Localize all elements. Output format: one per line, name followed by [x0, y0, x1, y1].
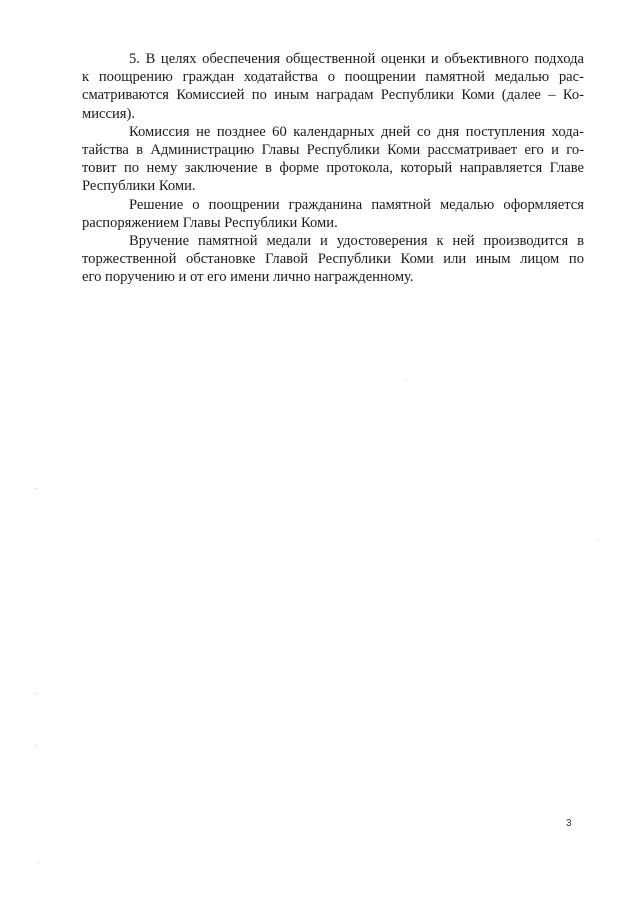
scan-speck [597, 540, 598, 541]
paragraph-commission-deadline [82, 123, 584, 196]
paragraph-award-presentation [82, 232, 584, 287]
page-number: 3 [566, 818, 572, 829]
text-line: Республики Коми. [82, 178, 196, 195]
text-line: товит по нему заключение в форме протокола, который направляется Главе [82, 160, 584, 177]
text-line: 5. В целях обеспечения общественной оценки и объективного подхода [129, 51, 584, 67]
paragraph-decision [82, 196, 584, 232]
scan-speck [36, 745, 37, 746]
document-body [82, 50, 584, 287]
text-line: его поручению и от его имени лично награжденному. [82, 269, 414, 286]
text-line: тайства в Администрацию Главы Республики Коми рассматривает его и го- [82, 142, 584, 159]
text-line: распоряжением Главы Республики Коми. [82, 214, 338, 231]
scan-speck [35, 488, 36, 489]
text-line: сматриваются Комиссией по иным наградам Республики Коми (далее – Ко- [82, 87, 584, 104]
text-line: Комиссия не позднее 60 календарных дней со дня поступления хода- [129, 123, 584, 140]
scan-speck [35, 693, 36, 694]
text-line: миссия). [82, 105, 136, 122]
scan-speck [38, 862, 39, 863]
text-line: Вручение памятной медали и удостоверения к ней производится в [129, 233, 584, 250]
scan-speck [405, 380, 406, 381]
text-line: Решение о поощрении гражданина памятной медалью оформляется [129, 196, 584, 213]
paragraph-commission-review [82, 50, 584, 123]
text-line: к поощрению граждан ходатайства о поощрении памятной медалью рас- [82, 69, 584, 86]
text-line: торжественной обстановке Главой Республики Коми или иным лицом по [82, 251, 584, 268]
